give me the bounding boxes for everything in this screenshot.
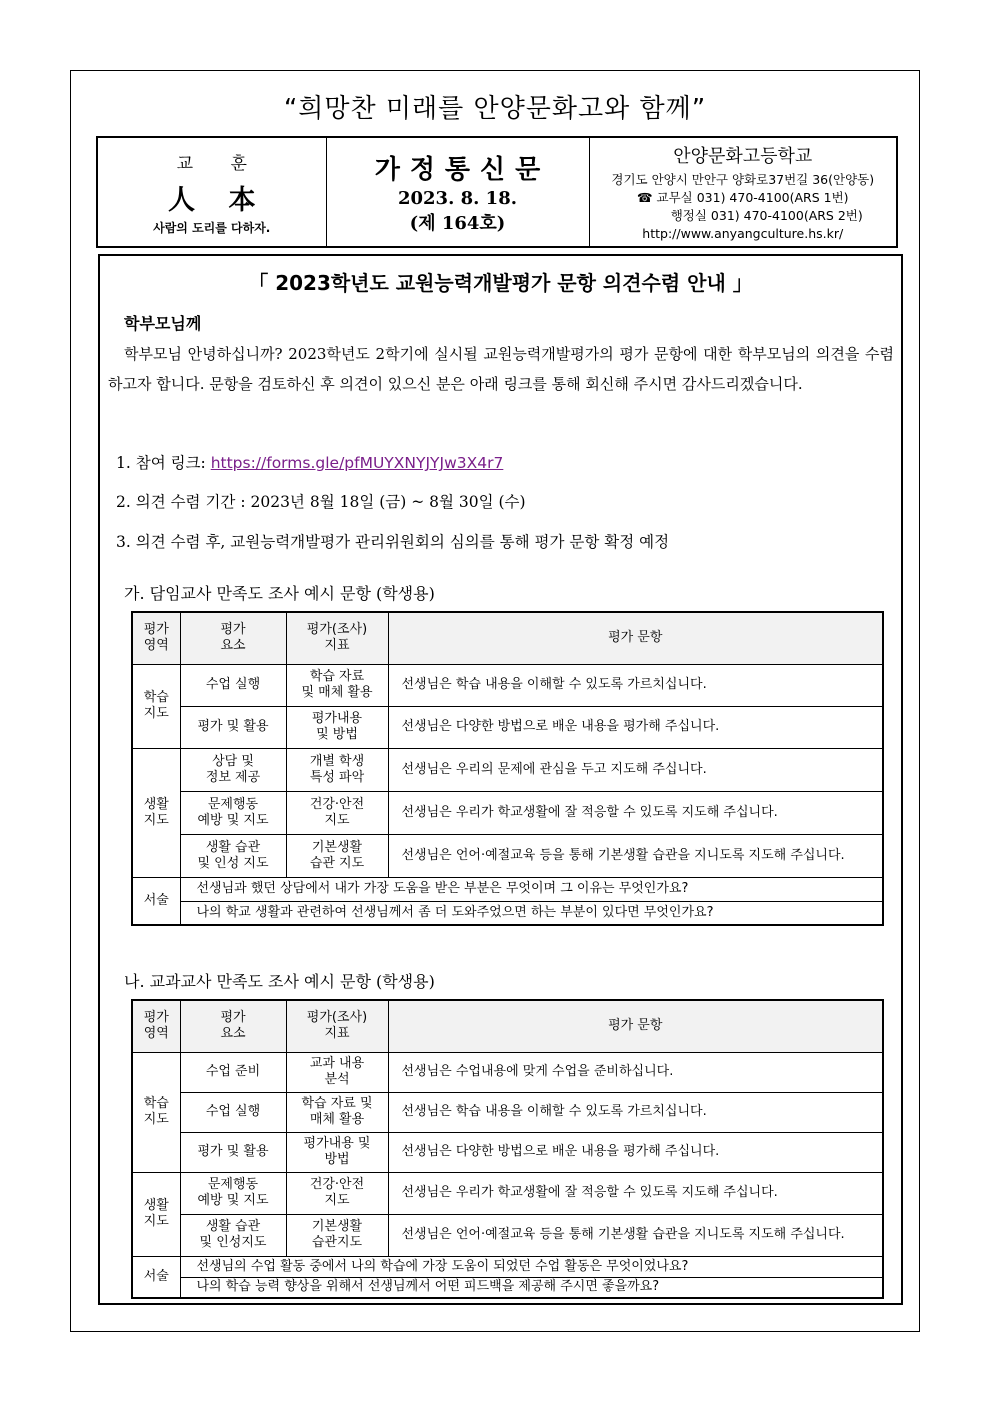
table-row-question: 선생님은 우리가 학교생활에 잘 적응할 수 있도록 지도해 주십니다. [388,791,883,834]
table-row-question: 선생님은 언어·예절교육 등을 통해 기본생활 습관을 지니도록 지도해 주십니다. [388,834,883,877]
notice-body: 학부모님 안녕하십니까? 2023학년도 2학기에 실시될 교원능력개발평가의 평가 문항에 대한 학부모님의 의견을 수렴하고자 합니다. 문항을 검토하신 후 의견이 있으신 분은 아래 링크를 통해 회신해 주시면 감사드리겠습니다. [108,345,894,393]
table-row-question: 선생님은 수업내용에 맞게 수업을 준비하십니다. [388,1052,883,1092]
essay-question: 나의 학습 능력 향상을 위해서 선생님께서 어떤 피드백을 제공해 주시면 좋을까요? [180,1277,883,1298]
motto-label: 교 훈 [176,153,263,174]
header-element: 평가 요소 [180,1000,286,1052]
table-row-indicator: 평가내용 및 방법 [286,706,388,748]
section-b-title: 나. 교과교사 만족도 조사 예시 문항 (학생용) [124,972,435,991]
essay-question: 선생님의 수업 활동 중에서 나의 학습에 가장 도움이 되었던 수업 활동은 무엇이었나요? [180,1256,883,1277]
essay-question: 나의 학교 생활과 관련하여 선생님께서 좀 더 도와주었으면 하는 부분이 있다면 무엇인가요? [180,901,883,925]
newsletter-issue: (제 164호) [409,213,506,234]
table-row-indicator: 기본생활 습관 지도 [286,834,388,877]
table-row-indicator: 건강·안전 지도 [286,791,388,834]
table-row-question: 선생님은 언어·예절교육 등을 통해 기본생활 습관을 지니도록 지도해 주십니다. [388,1214,883,1256]
school-address: 경기도 안양시 만안구 양화로37번길 36(안양동) [611,171,875,187]
section-a-title: 가. 담임교사 만족도 조사 예시 문항 (학생용) [124,584,435,603]
area-essay: 서술 [132,1256,180,1298]
area-learning: 학습 지도 [132,664,180,748]
table-row-element: 생활 습관 및 인성 지도 [180,834,286,877]
table-row-element: 문제행동 예방 및 지도 [180,1172,286,1214]
school-website[interactable]: http://www.anyangculture.hs.kr/ [642,225,844,241]
table-row-indicator: 개별 학생 특성 파악 [286,748,388,791]
table-row-element: 문제행동 예방 및 지도 [180,791,286,834]
essay-question: 선생님과 했던 상담에서 내가 가장 도움을 받은 부분은 무엇이며 그 이유는 무엇인가요? [180,877,883,901]
table-row-element: 수업 실행 [180,1092,286,1132]
table-row-element: 수업 실행 [180,664,286,706]
table-row-indicator: 평가내용 및 방법 [286,1132,388,1172]
table-row-question: 선생님은 다양한 방법으로 배운 내용을 평가해 주십니다. [388,1132,883,1172]
subject-teacher-survey-table [131,999,884,1299]
area-life: 생활 지도 [132,748,180,877]
table-row-element: 평가 및 활용 [180,1132,286,1172]
header-indicator: 평가(조사) 지표 [286,612,388,664]
school-info-cell [589,137,897,247]
table-row-element: 수업 준비 [180,1052,286,1092]
school-name: 안양문화고등학교 [673,145,813,167]
area-learning: 학습 지도 [132,1052,180,1172]
notice-title: 「 2023학년도 교원능력개발평가 문항 의견수렴 안내 」 [248,271,753,295]
area-life: 생활 지도 [132,1172,180,1256]
table-row-question: 선생님은 학습 내용을 이해할 수 있도록 가르치십니다. [388,1092,883,1132]
area-essay: 서술 [132,877,180,925]
header-element: 평가 요소 [180,612,286,664]
table-row-element: 평가 및 활용 [180,706,286,748]
newsletter-title: 가정통신문 [374,155,551,185]
table-row-question: 선생님은 학습 내용을 이해할 수 있도록 가르치십니다. [388,664,883,706]
table-row-indicator: 교과 내용 분석 [286,1052,388,1092]
table-row-question: 선생님은 우리가 학교생활에 잘 적응할 수 있도록 지도해 주십니다. [388,1172,883,1214]
header-area: 평가 영역 [132,1000,180,1052]
homeroom-survey-table [131,611,884,926]
school-motto-cell [97,137,326,247]
motto: 人 本 [168,184,268,216]
header-question: 평가 문항 [388,612,883,664]
newsletter-date: 2023. 8. 18. [397,188,517,209]
table-row-indicator: 학습 자료 및 매체 활용 [286,664,388,706]
motto-subtitle: 사람의 도리를 다하자. [153,220,271,235]
table-row-element: 상담 및 정보 제공 [180,748,286,791]
item-link [116,451,503,473]
school-phone-office: ☎ 교무실 031) 470-4100(ARS 1번) [636,189,849,205]
slogan: “희망찬 미래를 안양문화고와 함께” [283,94,707,124]
item-period: 2. 의견 수렴 기간 : 2023년 8월 18일 (금) ~ 8월 30일 (수) [116,493,526,511]
greeting: 학부모님께 [124,314,202,333]
table-row-question: 선생님은 다양한 방법으로 배운 내용을 평가해 주십니다. [388,706,883,748]
table-row-element: 생활 습관 및 인성지도 [180,1214,286,1256]
item-process: 3. 의견 수렴 후, 교원능력개발평가 관리위원회의 심의를 통해 평가 문항 확정 예정 [116,533,670,551]
header-question: 평가 문항 [388,1000,883,1052]
school-phone-admin: 행정실 031) 470-4100(ARS 2번) [670,207,863,223]
newsletter-title-cell [326,137,589,247]
item-link-label: 1. 참여 링크: [116,454,211,472]
table-row-indicator: 학습 자료 및 매체 활용 [286,1092,388,1132]
newsletter-header [96,136,898,248]
table-row-indicator: 건강·안전 지도 [286,1172,388,1214]
table-row-indicator: 기본생활 습관지도 [286,1214,388,1256]
header-area: 평가 영역 [132,612,180,664]
table-row-question: 선생님은 우리의 문제에 관심을 두고 지도해 주십니다. [388,748,883,791]
survey-link[interactable]: https://forms.gle/pfMUYXNYJYJw3X4r7 [210,454,504,472]
header-indicator: 평가(조사) 지표 [286,1000,388,1052]
